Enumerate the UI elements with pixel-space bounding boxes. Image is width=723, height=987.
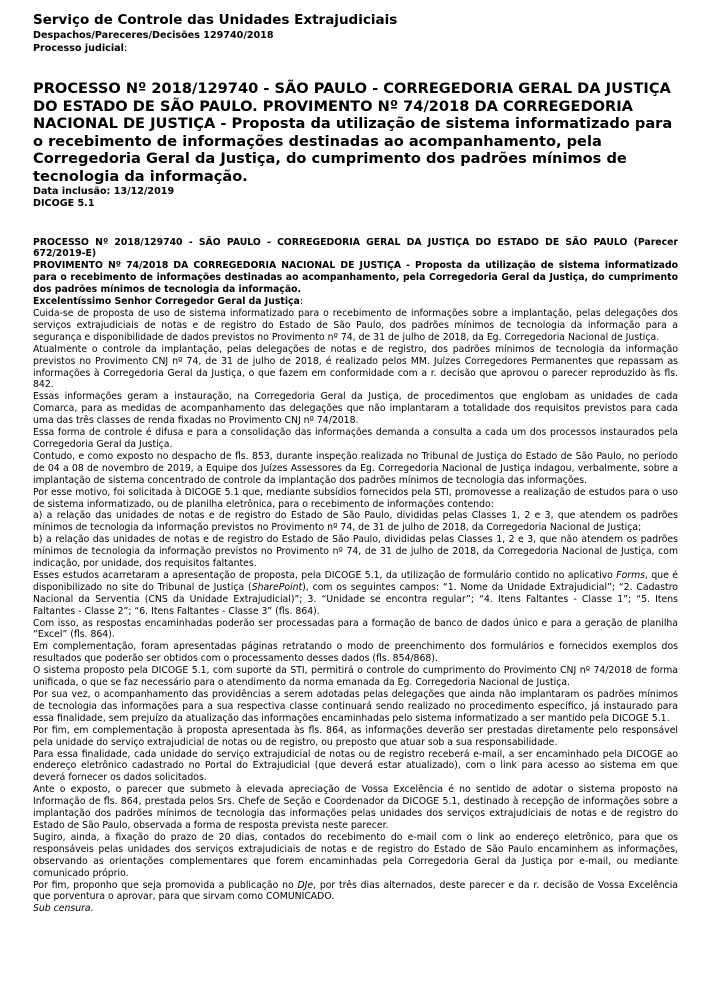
paragraph-publication [33,880,678,904]
organ-label: DICOGE 5.1 [33,197,95,209]
text-run: , por três dias alternados, deste parecer e da r. decisão de Vossa Excelência que porventura o aprovar, para que sirvam como COMUNICADO. [33,879,678,903]
text-run: Por fim, proponho que seja promovida a publicação no [33,879,298,891]
document-page [33,12,678,915]
paragraph: Para essa finalidade, cada unidade do serviço extrajudicial de notas ou de registro receberá e-mail, a ser encaminhado pela DICOGE ao endereço eletrônico cadastrado no Portal do Extrajudicial (que deverá estar atualizado), com o link para acesso ao sistema em que deverá fornecer os dados solicitados. [33,748,678,784]
greeting [33,296,678,308]
paragraph: Ante o exposto, o parecer que submeto à elevada apreciação de Vossa Excelência é no sentido de adotar o sistema proposto na Informação de fls. 864, prestada pelos Srs. Chefe de Seção e Coordenador da DICOGE 5.1, destinado à recepção de informações sobre a implantação dos padrões mínimos de tecnologia das informações pelas unidades dos serviços extrajudiciais de notas e de registro do Estado de São Paulo, observada a forma de resposta prevista neste parecer. [33,784,678,831]
greeting-text: Excelentíssimo Senhor Corregedor Geral da Justiça [33,296,300,308]
paragraph: Essa forma de controle é difusa e para a consolidação das informações demanda a consulta a cada um dos processos instaurados pela Corregedoria Geral da Justiça. [33,427,678,450]
greeting-colon: : [299,296,303,308]
paragraph: Em complementação, foram apresentadas páginas retratando o modo de preenchimento dos formulários e fornecidos exemplos dos resultados que poderão ser obtidos com o processamento desses dados (fls. 854/868). [33,641,678,665]
paragraph: Essas informações geram a instauração, na Corregedoria Geral da Justiça, de procedimentos que englobam as unidades de cada Comarca, para as medidas de acompanhamento das delegações que não implantaram a totalidade dos requisitos previstos para cada uma das três classes de renda fixadas no Provimento CNJ nº 74/2018. [33,391,678,427]
paragraph: Cuida-se de proposta de uso de sistema informatizado para o recebimento de informações sobre a implantação, pelas delegações dos serviços extrajudiciais de notas e de registro do Estado de São Paulo, dos padrões mínimos de tecnologia da informação para a segurança e disponibilidade de dados previstos no Provimento nº 74, de 31 de julho de 2018, da Eg. Corregedoria Nacional de Justiça. [33,308,678,343]
processo-judicial-line [33,42,678,55]
document-body [33,237,678,916]
paragraph: Por fim, em complementação à proposta apresentada às fls. 864, as informações deverão ser prestadas diretamente pelo responsável pela unidade do serviço extrajudicial de notas ou de registro, ou preposto que atuar sob a sua responsabilidade. [33,724,678,748]
paragraph: O sistema proposto pela DICOGE 5.1, com suporte da STI, permitirá o controle do cumprimento do Provimento CNJ nº 74/2018 de forma unificada, o que se faz necessário para o atendimento da norma emanada da Eg. Corregedoria Nacional de Justiça. [33,665,678,689]
text-italic-forms: Forms [616,569,646,581]
main-title: PROCESSO Nº 2018/129740 - SÃO PAULO - CORREGEDORIA GERAL DA JUSTIÇA DO ESTADO DE SÃO PAULO. PROVIMENTO Nº 74/2018 DA CORREGEDORIA NACIONAL DE JUSTIÇA - Proposta da utilização de sistema informatizado para o recebimento de informações destinadas ao acompanhamento, pela Corregedoria Geral da Justiça, do cumprimento dos padrões mínimos de tecnologia da informação. [33,80,673,185]
text-run: , que é disponibilizado no site do Tribunal de Justiça ( [33,569,678,593]
paragraph: Atualmente o controle da implantação, pelas delegações de notas e de registro, dos padrões mínimos de tecnologia da informação previstos no Provimento CNJ nº 74, de 31 de julho de 2018, é realizado pelos MM. Juízes Corregedores Permanentes que repassam as informações à Corregedoria Geral da Justiça, o que fazem em conformidade com a r. decisão que aprovou o parecer reproduzido às fls. 842. [33,343,678,391]
paragraph: Com isso, as respostas encaminhadas poderão ser processadas para a formação de banco de dados único e para a geração de planilha “Excel” (fls. 864). [33,617,678,641]
closing-text: Sub censura. [33,903,94,915]
paragraph: Por sua vez, o acompanhamento das providências a serem adotadas pelas delegações que ainda não implantaram os padrões mínimos de tecnologia das informações para a sua respectiva classe continuará sendo realizado no procedimento específico, já instaurado para essa finalidade, sem prejuízo da atualização das informações encaminhadas pelo sistema informatizado a ser mantido pela DICOGE 5.1. [33,689,678,724]
date-included: Data inclusão: 13/12/2019 [33,185,175,197]
closing [33,903,678,915]
paragraph: Por esse motivo, foi solicitada à DICOGE 5.1 que, mediante subsídios fornecidos pela STI, promovesse a realização de estudos para o uso de sistema informatizado, ou de planilha eletrônica, para o recebimento de informações contendo: [33,486,678,510]
paragraph: Contudo, e como exposto no despacho de fls. 853, durante inspeção realizada no Tribunal de Justiça do Estado de São Paulo, no período de 04 a 08 de novembro de 2019, a Equipe dos Juízes Assessores da Eg. Corregedoria Nacional de Justiça indagou, verbalmente, sobre a implantação de sistema concentrado de controle da implantação dos padrões mínimos de tecnologia das informações. [33,450,678,486]
processo-judicial-label: Processo judicial [33,43,124,54]
text-italic-dje: DJe [297,879,314,891]
text-run: Esses estudos acarretaram a apresentação de proposta, pela DICOGE 5.1, da utilização de formulário contido no aplicativo [33,569,617,581]
text-italic-sharepoint: SharePoint [251,581,303,593]
service-title: Serviço de Controle das Unidades Extrajudiciais [33,12,398,28]
paragraph-forms [33,570,678,618]
paragraph-item-a: a) a relação das unidades de notas e de registro do Estado de São Paulo, divididas pelas Classes 1, 2 e 3, que atendem os padrões mínimos de tecnologia da informação previstos no Provimento nº 74, de 31 de julho de 2018, da Corregedoria Nacional de Justiça; [33,510,678,534]
paragraph-item-b: b) a relação das unidades de notas e de registro do Estado de São Paulo, divididas pelas Classes 1, 2 e 3, que não atendem os padrões mínimos de tecnologia da informação previstos no Provimento nº 74, de 31 de julho de 2018, da Corregedoria Nacional de Justiça, com indicação, por unidade, dos requisitos faltantes. [33,534,678,570]
document-subtitle: Despachos/Pareceres/Decisões 129740/2018 [33,30,274,41]
paragraph-process-heading: PROCESSO Nº 2018/129740 - SÃO PAULO - CORREGEDORIA GERAL DA JUSTIÇA DO ESTADO DE SÃO PAULO (Parecer 672/2019-E) [33,236,678,260]
processo-judicial-colon: : [123,43,128,54]
text-run: ), com os seguintes campos: “1. Nome da Unidade Extrajudicial”; “2. Cadastro Nacional da Serventia (CNS da Unidade Extrajudicial)”; 3. “Unidade se encontra regular”; “4. Itens Faltantes - Classe 1”; “5. Itens Faltantes - Classe 2”; “6. Itens Faltantes - Classe 3” (fls. 864). [33,581,678,617]
paragraph-provimento-heading: PROVIMENTO Nº 74/2018 DA CORREGEDORIA NACIONAL DE JUSTIÇA - Proposta da utilização de sistema informatizado para o recebimento de informações destinadas ao acompanhamento, pela Corregedoria Geral da Justiça, do cumprimento dos padrões mínimos de tecnologia da informação. [33,260,678,296]
paragraph: Sugiro, ainda, a fixação do prazo de 20 dias, contados do recebimento do e-mail com o link ao endereço eletrônico, para que os responsáveis pelas unidades dos serviços extrajudiciais de notas e de registro do Estado de São Paulo encaminhem as informações, observando as orientações complementares que forem encaminhadas pela Corregedoria Geral da Justiça por e-mail, ou mediante comunicado próprio. [33,831,678,879]
